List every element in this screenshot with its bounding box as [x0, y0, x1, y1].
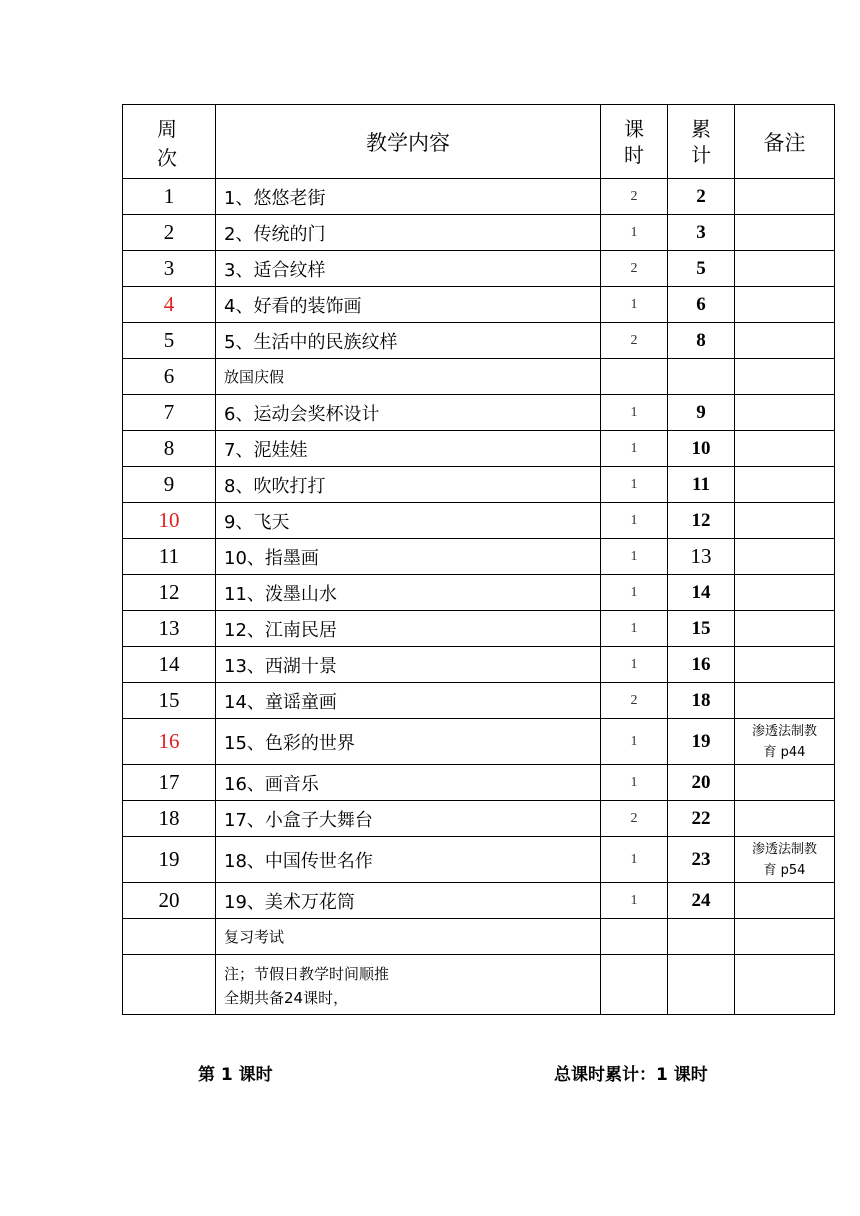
lesson-cell: 5、生活中的民族纹样 — [216, 323, 601, 359]
cumulative-cell: 15 — [668, 611, 735, 647]
lesson-cell: 1、悠悠老街 — [216, 179, 601, 215]
hours-cell: 1 — [601, 765, 668, 801]
week-cell: 11 — [123, 539, 216, 575]
week-cell: 8 — [123, 431, 216, 467]
remark-cell — [735, 359, 835, 395]
cumulative-cell: 20 — [668, 765, 735, 801]
table-row — [123, 837, 835, 883]
cumulative-cell: 11 — [668, 467, 735, 503]
cumulative-cell: 14 — [668, 575, 735, 611]
cumulative-cell: 24 — [668, 883, 735, 919]
table-row — [123, 431, 835, 467]
table-row — [123, 647, 835, 683]
remark-cell — [735, 215, 835, 251]
week-cell: 19 — [123, 837, 216, 883]
remark-cell — [735, 575, 835, 611]
lesson-cell: 放国庆假 — [216, 359, 601, 395]
table-row — [123, 359, 835, 395]
week-cell: 13 — [123, 611, 216, 647]
header-hours — [601, 105, 668, 179]
cumulative-cell: 2 — [668, 179, 735, 215]
lesson-cell: 7、泥娃娃 — [216, 431, 601, 467]
remark-line1: 渗透法制教 — [751, 841, 817, 857]
hours-cell: 1 — [601, 719, 668, 765]
cumulative-cell: 12 — [668, 503, 735, 539]
header-content: 教学内容 — [216, 105, 601, 179]
hours-cell — [601, 919, 668, 955]
header-notes: 备注 — [735, 105, 835, 179]
hours-cell: 1 — [601, 287, 668, 323]
week-cell: 3 — [123, 251, 216, 287]
hours-cell — [601, 359, 668, 395]
hours-cell: 1 — [601, 837, 668, 883]
remark-cell — [735, 611, 835, 647]
cumulative-cell: 22 — [668, 801, 735, 837]
footnote-row — [123, 955, 835, 1015]
footnote-line2: 全期共备24课时， — [224, 988, 349, 1007]
week-cell: 7 — [123, 395, 216, 431]
hours-cell: 1 — [601, 395, 668, 431]
remark-cell — [735, 955, 835, 1015]
week-cell: 6 — [123, 359, 216, 395]
table-row — [123, 539, 835, 575]
remark-cell — [735, 287, 835, 323]
remark-cell — [735, 765, 835, 801]
cumulative-cell: 3 — [668, 215, 735, 251]
footnote-line1: 注；节假日教学时间顺推 — [224, 964, 390, 983]
remark-cell — [735, 431, 835, 467]
week-cell: 15 — [123, 683, 216, 719]
hours-cell: 1 — [601, 215, 668, 251]
week-cell — [123, 955, 216, 1015]
lesson-cell: 18、中国传世名作 — [216, 837, 601, 883]
lesson-cell: 14、童谣童画 — [216, 683, 601, 719]
table-row — [123, 287, 835, 323]
week-cell-highlighted: 10 — [123, 503, 216, 539]
table-row — [123, 611, 835, 647]
hours-cell: 1 — [601, 467, 668, 503]
table-header-row — [123, 105, 835, 179]
week-cell: 2 — [123, 215, 216, 251]
remark-cell — [735, 719, 835, 765]
hours-cell: 2 — [601, 801, 668, 837]
remark-cell — [735, 837, 835, 883]
lesson-cell: 2、传统的门 — [216, 215, 601, 251]
lesson-cell: 15、色彩的世界 — [216, 719, 601, 765]
hours-cell: 2 — [601, 251, 668, 287]
lesson-cell: 16、画音乐 — [216, 765, 601, 801]
cumulative-cell: 8 — [668, 323, 735, 359]
week-cell: 18 — [123, 801, 216, 837]
remark-cell — [735, 503, 835, 539]
cumulative-cell: 13 — [668, 539, 735, 575]
hours-cell: 2 — [601, 179, 668, 215]
lesson-cell: 13、西湖十景 — [216, 647, 601, 683]
footnote-cell — [216, 955, 601, 1015]
lesson-cell: 4、好看的装饰画 — [216, 287, 601, 323]
header-hours-line1: 课 — [624, 116, 644, 141]
lesson-cell: 11、泼墨山水 — [216, 575, 601, 611]
header-cumulative-line1: 累 — [691, 116, 711, 141]
remark-cell — [735, 179, 835, 215]
week-cell: 1 — [123, 179, 216, 215]
table-row — [123, 919, 835, 955]
schedule-table — [122, 104, 835, 1015]
remark-cell — [735, 323, 835, 359]
table-row — [123, 883, 835, 919]
week-cell: 5 — [123, 323, 216, 359]
remark-cell — [735, 467, 835, 503]
table-row — [123, 395, 835, 431]
week-cell — [123, 919, 216, 955]
lesson-cell: 6、运动会奖杯设计 — [216, 395, 601, 431]
cumulative-cell: 6 — [668, 287, 735, 323]
lesson-cell: 8、吹吹打打 — [216, 467, 601, 503]
hours-cell: 1 — [601, 883, 668, 919]
table-row — [123, 765, 835, 801]
remark-cell — [735, 883, 835, 919]
remark-cell — [735, 539, 835, 575]
cumulative-cell: 23 — [668, 837, 735, 883]
week-cell-highlighted: 16 — [123, 719, 216, 765]
table-row — [123, 215, 835, 251]
table-row — [123, 251, 835, 287]
lesson-cell: 9、飞天 — [216, 503, 601, 539]
table-row — [123, 801, 835, 837]
lesson-number: 第 1 课时 — [198, 1065, 273, 1085]
hours-cell: 2 — [601, 683, 668, 719]
hours-cell: 1 — [601, 647, 668, 683]
lesson-cell: 17、小盒子大舞台 — [216, 801, 601, 837]
lesson-cell: 19、美术万花筒 — [216, 883, 601, 919]
week-cell: 20 — [123, 883, 216, 919]
cumulative-cell: 16 — [668, 647, 735, 683]
hours-cell — [601, 955, 668, 1015]
header-cumulative-line2: 计 — [691, 142, 711, 167]
table-row — [123, 683, 835, 719]
hours-cell: 1 — [601, 539, 668, 575]
header-hours-line2: 时 — [624, 142, 644, 167]
header-week: 周 次 — [123, 105, 216, 179]
header-cumulative — [668, 105, 735, 179]
remark-cell — [735, 919, 835, 955]
cumulative-cell: 18 — [668, 683, 735, 719]
cumulative-cell — [668, 919, 735, 955]
remark-line2: 育 p44 — [763, 744, 806, 760]
cumulative-cell — [668, 359, 735, 395]
table-row — [123, 179, 835, 215]
table-row — [123, 467, 835, 503]
remark-cell — [735, 395, 835, 431]
table-row — [123, 719, 835, 765]
remark-cell — [735, 647, 835, 683]
remark-line1: 渗透法制教 — [751, 723, 817, 739]
week-cell: 12 — [123, 575, 216, 611]
lesson-cell: 复习考试 — [216, 919, 601, 955]
remark-cell — [735, 683, 835, 719]
cumulative-cell: 19 — [668, 719, 735, 765]
week-cell: 9 — [123, 467, 216, 503]
hours-cell: 1 — [601, 503, 668, 539]
cumulative-cell: 9 — [668, 395, 735, 431]
hours-cell: 1 — [601, 611, 668, 647]
lesson-cell: 3、适合纹样 — [216, 251, 601, 287]
remark-cell — [735, 251, 835, 287]
total-hours-summary: 总课时累计：1 课时 — [554, 1065, 708, 1085]
week-cell: 17 — [123, 765, 216, 801]
week-cell: 14 — [123, 647, 216, 683]
remark-cell — [735, 801, 835, 837]
hours-cell: 2 — [601, 323, 668, 359]
table-row — [123, 503, 835, 539]
week-cell-highlighted: 4 — [123, 287, 216, 323]
table-row — [123, 323, 835, 359]
cumulative-cell — [668, 955, 735, 1015]
lesson-cell: 10、指墨画 — [216, 539, 601, 575]
table-row — [123, 575, 835, 611]
remark-line2: 育 p54 — [763, 862, 806, 878]
hours-cell: 1 — [601, 431, 668, 467]
hours-cell: 1 — [601, 575, 668, 611]
cumulative-cell: 5 — [668, 251, 735, 287]
cumulative-cell: 10 — [668, 431, 735, 467]
lesson-cell: 12、江南民居 — [216, 611, 601, 647]
